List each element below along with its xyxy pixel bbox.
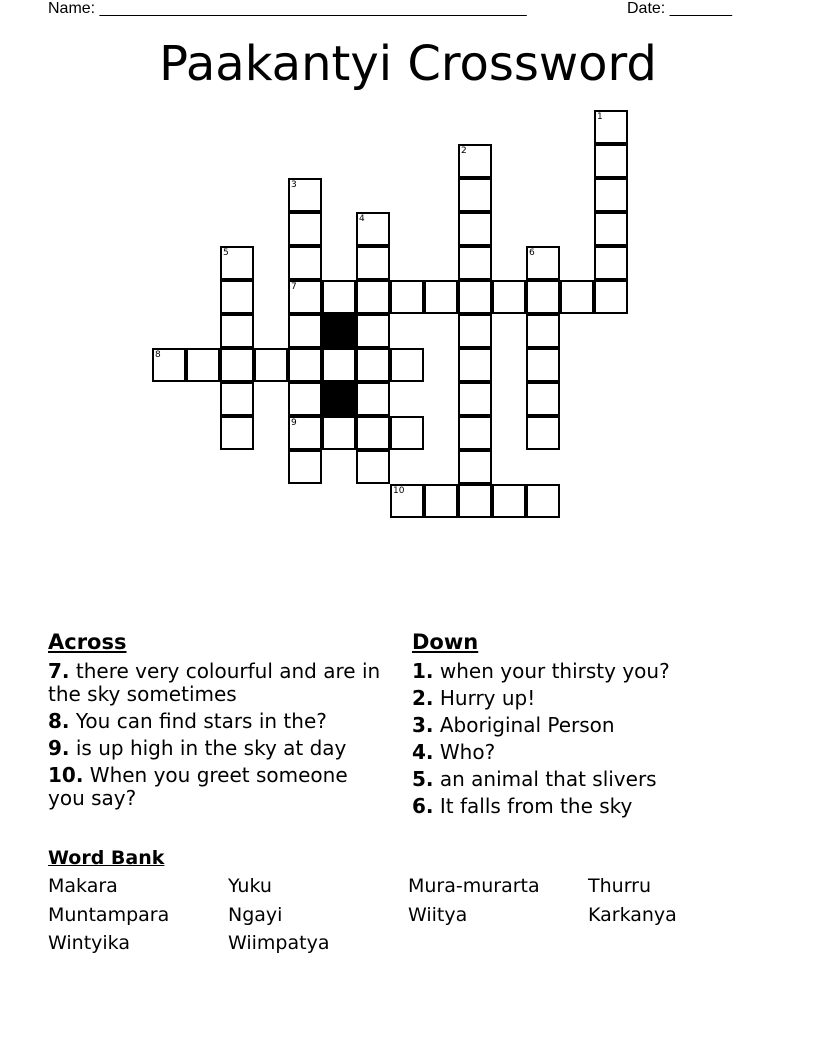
word-bank-item: Wintyika [48,932,130,954]
grid-cell[interactable] [254,348,288,382]
down-clue: 5. an animal that slivers [412,767,657,791]
grid-cell[interactable] [220,382,254,416]
grid-cell[interactable] [458,144,492,178]
grid-cell[interactable] [458,280,492,314]
clue-number: 10 [393,486,405,496]
across-clue: 9. is up high in the sky at day [48,736,347,760]
grid-block [322,382,356,416]
grid-cell[interactable] [492,280,526,314]
grid-cell[interactable] [356,416,390,450]
across-heading: Across [48,630,127,654]
grid-cell[interactable] [424,484,458,518]
grid-cell[interactable] [526,246,560,280]
clue-number: 5 [223,248,229,258]
across-clue: 7. there very colourful and are in the sky sometimes [48,659,381,706]
grid-cell[interactable] [356,450,390,484]
grid-cell[interactable] [288,348,322,382]
grid-cell[interactable] [458,314,492,348]
grid-cell[interactable] [458,416,492,450]
grid-cell[interactable] [220,246,254,280]
grid-cell[interactable] [526,280,560,314]
grid-cell[interactable] [526,382,560,416]
grid-cell[interactable] [594,212,628,246]
grid-cell[interactable] [356,212,390,246]
grid-cell[interactable] [458,484,492,518]
page-title: Paakantyi Crossword [159,36,657,92]
grid-cell[interactable] [526,484,560,518]
word-bank-item: Wiitya [408,904,468,926]
grid-cell[interactable] [356,280,390,314]
down-clue: 2. Hurry up! [412,686,536,710]
word-bank-item: Karkanya [588,904,677,926]
across-clue-list [48,660,388,814]
grid-cell[interactable] [458,450,492,484]
grid-cell[interactable] [220,280,254,314]
clue-number: 1 [597,112,603,122]
grid-cell[interactable] [322,280,356,314]
grid-cell[interactable] [220,314,254,348]
grid-cell[interactable] [220,348,254,382]
clue-number: 6 [529,248,535,258]
name-field-label: Name: ________________________________________________ [48,0,527,17]
grid-cell[interactable] [390,348,424,382]
grid-cell[interactable] [458,348,492,382]
grid-cell[interactable] [526,348,560,382]
clue-number: 2 [461,146,467,156]
grid-cell[interactable] [288,178,322,212]
grid-cell[interactable] [322,416,356,450]
grid-cell[interactable] [594,178,628,212]
grid-cell[interactable] [526,314,560,348]
word-bank-item: Mura-murarta [408,875,540,897]
word-bank-heading: Word Bank [48,847,165,869]
grid-cell[interactable] [424,280,458,314]
grid-cell[interactable] [356,382,390,416]
grid-cell[interactable] [594,280,628,314]
down-heading: Down [412,630,479,654]
down-clue: 3. Aboriginal Person [412,713,615,737]
grid-cell[interactable] [594,246,628,280]
word-bank-item: Yuku [228,875,272,897]
grid-cell[interactable] [356,348,390,382]
word-bank-item: Ngayi [228,904,283,926]
down-clue-list [412,660,752,822]
word-bank-item: Makara [48,875,118,897]
word-bank-item: Wiimpatya [228,932,330,954]
grid-cell[interactable] [390,280,424,314]
grid-cell[interactable] [458,382,492,416]
grid-cell[interactable] [390,416,424,450]
grid-cell[interactable] [526,416,560,450]
grid-cell[interactable] [594,144,628,178]
clue-number: 8 [155,350,161,360]
down-clue: 6. It falls from the sky [412,794,633,818]
grid-cell[interactable] [594,110,628,144]
down-clue: 4. Who? [412,740,496,764]
grid-cell[interactable] [458,246,492,280]
grid-cell[interactable] [356,314,390,348]
grid-cell[interactable] [288,212,322,246]
grid-cell[interactable] [458,212,492,246]
grid-cell[interactable] [288,246,322,280]
grid-block [322,314,356,348]
down-clue: 1. when your thirsty you? [412,659,670,683]
clue-number: 7 [291,282,297,292]
grid-cell[interactable] [390,484,424,518]
grid-cell[interactable] [322,348,356,382]
grid-cell[interactable] [458,178,492,212]
grid-cell[interactable] [492,484,526,518]
grid-cell[interactable] [288,450,322,484]
grid-cell[interactable] [356,246,390,280]
across-clue: 10. When you greet someone you say? [48,763,348,810]
clue-number: 4 [359,214,365,224]
grid-cell[interactable] [186,348,220,382]
grid-cell[interactable] [288,280,322,314]
grid-cell[interactable] [288,382,322,416]
word-bank-item: Muntampara [48,904,170,926]
grid-cell[interactable] [288,314,322,348]
date-field-label: Date: _______ [627,0,732,17]
across-clue: 8. You can find stars in the? [48,709,327,733]
grid-cell[interactable] [152,348,186,382]
grid-cell[interactable] [288,416,322,450]
grid-cell[interactable] [560,280,594,314]
grid-cell[interactable] [220,416,254,450]
clue-number: 3 [291,180,297,190]
word-bank-item: Thurru [588,875,652,897]
clue-number: 9 [291,418,297,428]
